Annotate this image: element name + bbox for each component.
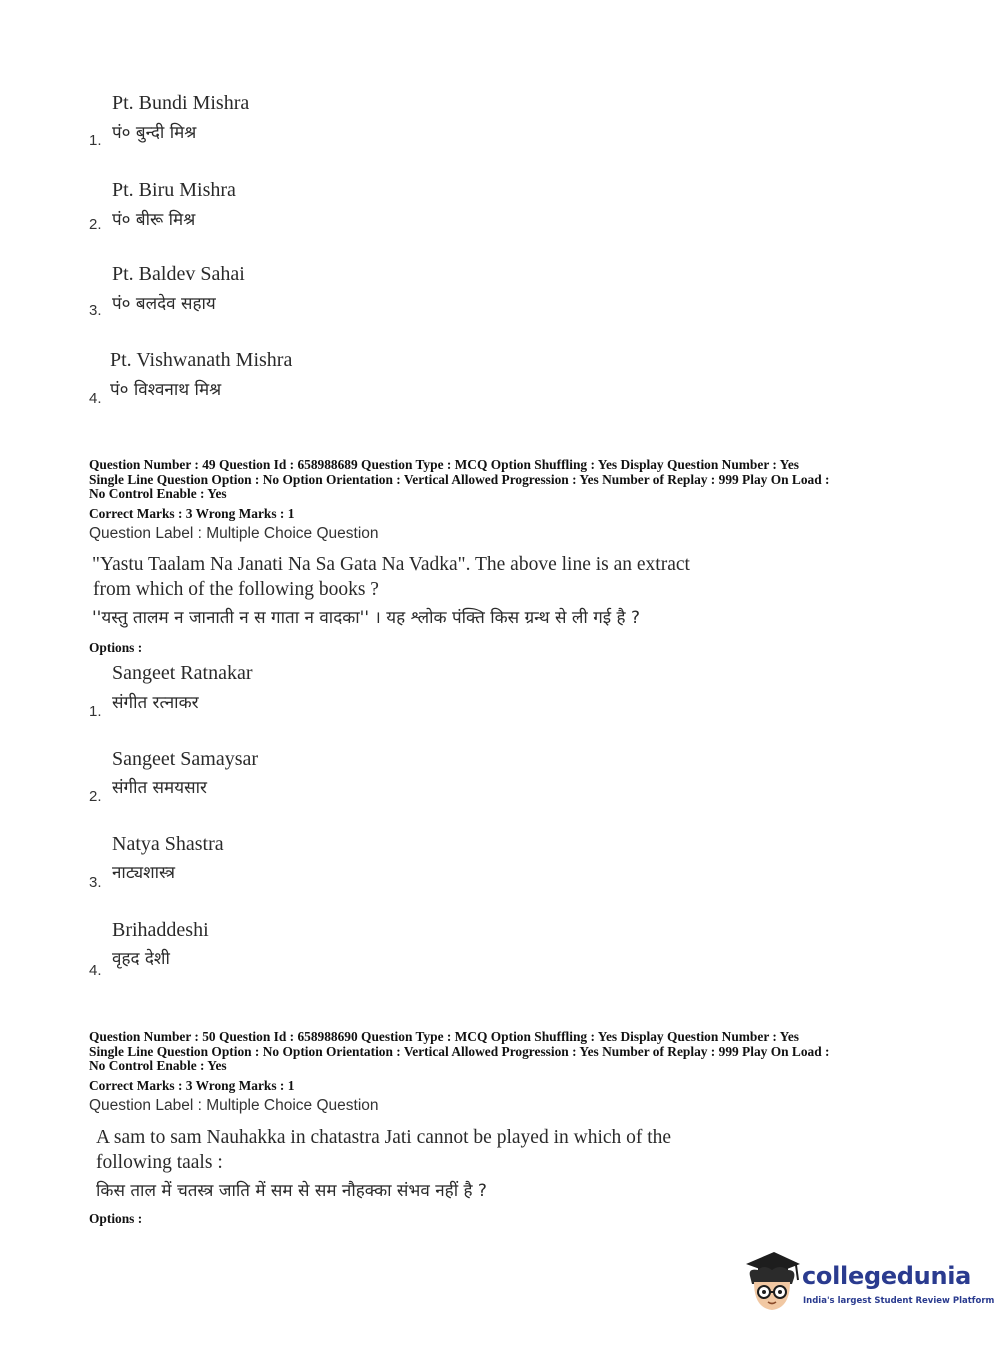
option-text-en: Pt. Biru Mishra	[112, 179, 236, 201]
option-text-hi: संगीत समयसार	[112, 778, 207, 798]
question-text-en: from which of the following books ?	[93, 579, 379, 600]
logo-wordmark: collegedunia	[802, 1262, 972, 1290]
question-metadata	[89, 1030, 919, 1074]
option-text-hi: वृहद देशी	[112, 949, 170, 969]
option-text-hi: पं० बीरू मिश्र	[112, 210, 196, 230]
mascot-icon	[742, 1250, 802, 1316]
question-text-en: "Yastu Taalam Na Janati Na Sa Gata Na Vadka". The above line is an extract	[92, 554, 690, 575]
metadata-line: Single Line Question Option : No Option Orientation : Vertical Allowed Progression : Yes Number of Replay : 999 Play On Load :	[89, 1043, 830, 1059]
option-text-en: Pt. Baldev Sahai	[112, 263, 245, 285]
options-label: Options :	[89, 1211, 143, 1226]
option-text-hi: पं० बलदेव सहाय	[112, 294, 216, 314]
option-text-en: Sangeet Samaysar	[112, 748, 259, 770]
option-number: 2.	[89, 216, 102, 233]
option-text-en: Natya Shastra	[112, 833, 224, 855]
option-number: 4.	[89, 390, 102, 407]
metadata-line: Single Line Question Option : No Option Orientation : Vertical Allowed Progression : Yes Number of Replay : 999 Play On Load :	[89, 471, 830, 487]
option-text-en: Pt. Vishwanath Mishra	[110, 349, 293, 371]
option-number: 2.	[89, 788, 102, 805]
option-number: 3.	[89, 302, 102, 319]
question-metadata	[89, 458, 919, 502]
option-text-en: Pt. Bundi Mishra	[112, 92, 250, 114]
metadata-line: No Control Enable : Yes	[89, 1058, 227, 1073]
logo-tagline: India's largest Student Review Platform	[803, 1296, 995, 1306]
question-text-hi: किस ताल में चतस्त्र जाति में सम से सम नौहक्का संभव नहीं है ?	[96, 1181, 487, 1201]
option-number: 1.	[89, 132, 102, 149]
collegedunia-logo	[742, 1250, 995, 1320]
question-marks: Correct Marks : 3 Wrong Marks : 1	[89, 1078, 295, 1093]
option-number: 1.	[89, 703, 102, 720]
question-label: Question Label : Multiple Choice Question	[89, 1097, 379, 1114]
question-marks: Correct Marks : 3 Wrong Marks : 1	[89, 506, 295, 521]
option-number: 3.	[89, 874, 102, 891]
option-text-hi: पं० बुन्दी मिश्र	[112, 123, 197, 143]
question-text-en: following taals :	[96, 1152, 223, 1173]
question-text-en: A sam to sam Nauhakka in chatastra Jati cannot be played in which of the	[96, 1127, 672, 1148]
metadata-line: No Control Enable : Yes	[89, 486, 227, 501]
option-number: 4.	[89, 962, 102, 979]
option-text-hi: नाट्यशास्त्र	[112, 863, 176, 883]
option-text-hi: संगीत रत्नाकर	[112, 693, 199, 713]
metadata-line: Question Number : 50 Question Id : 658988690 Question Type : MCQ Option Shuffling : Yes Display Question Number : Yes	[89, 1029, 800, 1044]
question-text-hi: ''यस्तु तालम न जानाती न स गाता न वादका'' । यह श्लोक पंक्ति किस ग्रन्थ से ली गई है ?	[92, 608, 640, 628]
option-text-hi: पं० विश्वनाथ मिश्र	[110, 380, 222, 400]
option-text-en: Brihaddeshi	[112, 919, 209, 941]
option-text-en: Sangeet Ratnakar	[112, 662, 253, 684]
metadata-line: Question Number : 49 Question Id : 658988689 Question Type : MCQ Option Shuffling : Yes Display Question Number : Yes	[89, 457, 800, 472]
options-label: Options :	[89, 640, 143, 655]
question-label: Question Label : Multiple Choice Question	[89, 525, 379, 542]
